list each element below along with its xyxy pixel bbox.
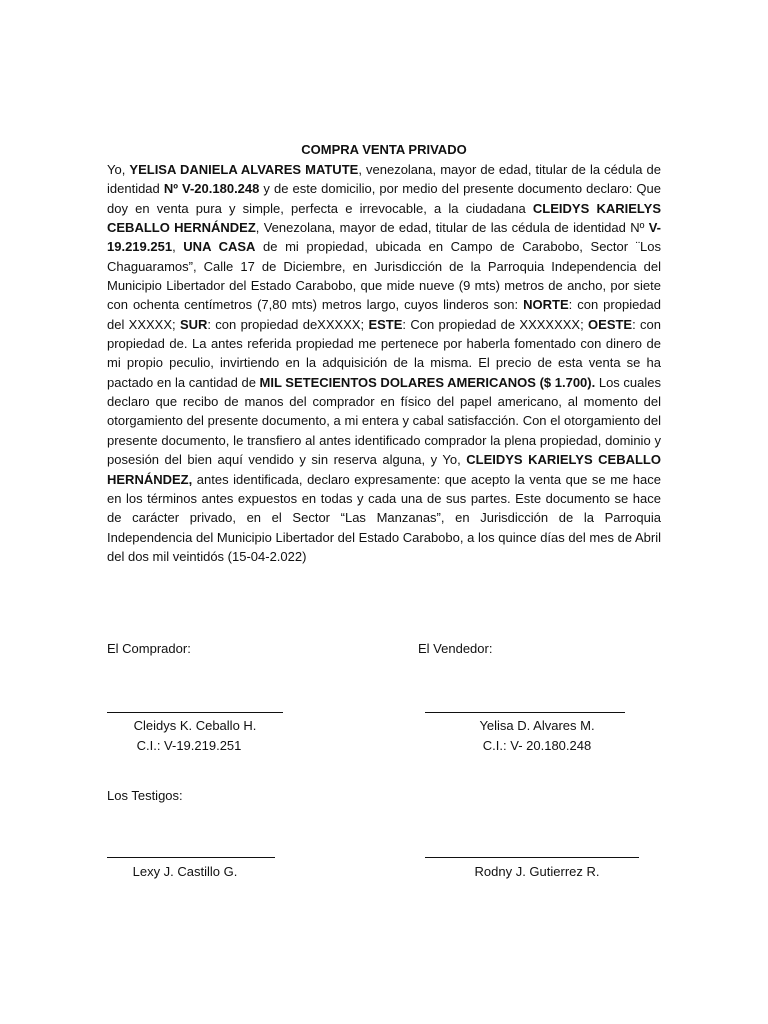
bold-text-run: MIL SETECIENTOS DOLARES AMERICANOS ($ 1.700).	[259, 374, 596, 390]
document-title: COMPRA VENTA PRIVADO	[301, 142, 467, 157]
text-run: : con propiedad de. La antes referida propiedad me pertenece por haberla fomentado con dinero de mi propio peculio, invirtiendo en la adquisición de la misma. El precio de esta venta se ha pactado en la cantidad de	[107, 316, 661, 390]
text-run: antes identificada, declaro expresamente: que acepto la venta que se me hace en los términos antes expuestos en todas y cada una de sus partes. Este documento se hace de carácter privado, en el Sector “Las Manzanas”, en Jurisdicción de la Parroquia Independencia del Municipio Libertador del Estado Carabobo, a los quince días del mes de Abril del dos mil veintidós (15-04-2.022)	[107, 471, 661, 564]
bold-text-run: CLEIDYS KARIELYS CEBALLO HERNÁNDEZ	[107, 200, 661, 236]
text-run: de mi propiedad, ubicada en Campo de Carabobo, Sector ¨Los Chaguaramos”, Calle 17 de Diciembre, en Jurisdicción de la Parroquia Independencia del Municipio Libertador del Estado Carabobo, que mide nueve (9 mts) metros de ancho, por siete con ochenta centímetros (7,80 mts) metros largo, cuyos linderos son:	[107, 239, 661, 313]
witness2-name: Rodny J. Gutierrez R.	[474, 864, 600, 879]
bold-text-run: NORTE	[523, 297, 569, 313]
witnesses-label: Los Testigos:	[107, 788, 183, 803]
contract-body	[107, 160, 661, 566]
seller-id: C.I.: V- 20.180.248	[482, 738, 592, 753]
buyer-label: El Comprador:	[107, 641, 191, 656]
text-run: , venezolana, mayor de edad, titular de la cédula de identidad	[107, 162, 661, 197]
text-run: Los cuales declaro que recibo de manos del comprador en físico del papel americano, al momento del otorgamiento del presente documento, a mi entera y cabal satisfacción. Con el otorgamiento del presente documento, le transfiero al antes identificado comprador la plena propiedad, dominio y posesión del bien aquí vendido y sin reserva alguna, y Yo,	[107, 374, 662, 468]
text-run: : con propiedad del XXXXX;	[107, 297, 661, 332]
buyer-name: Cleidys K. Ceballo H.	[133, 718, 257, 733]
bold-text-run: SUR	[179, 316, 208, 332]
text-run: y de este domicilio, por medio del presente documento declaro: Que doy en venta pura y simple, perfecta e irrevocable, a la ciudadana	[107, 181, 661, 216]
bold-text-run: OESTE	[588, 316, 633, 332]
buyer-id: C.I.: V-19.219.251	[136, 738, 242, 753]
bold-text-run: YELISA DANIELA ALVARES MATUTE	[129, 162, 359, 177]
buyer-signature-line	[107, 712, 283, 713]
seller-name: Yelisa D. Alvares M.	[479, 718, 595, 733]
text-run: Yo,	[107, 162, 130, 177]
text-run: ,	[172, 239, 184, 255]
text-run: : con propiedad deXXXXX;	[207, 316, 369, 332]
witness1-name: Lexy J. Castillo G.	[132, 864, 238, 879]
bold-text-run: V- 19.219.251	[107, 220, 661, 255]
witness1-signature-line	[107, 857, 275, 858]
bold-text-run: UNA CASA	[183, 239, 256, 255]
bold-text-run: CLEIDYS KARIELYS CEBALLO HERNÁNDEZ,	[107, 452, 661, 487]
bold-text-run: Nº V-20.180.248	[163, 181, 260, 197]
bold-text-run: ESTE	[368, 316, 403, 332]
seller-signature-line	[425, 712, 625, 713]
text-run: : Con propiedad de XXXXXXX;	[402, 316, 589, 332]
text-run: , Venezolana, mayor de edad, titular de las cédula de identidad Nº	[255, 220, 649, 236]
witness2-signature-line	[425, 857, 639, 858]
seller-label: El Vendedor:	[418, 641, 493, 656]
